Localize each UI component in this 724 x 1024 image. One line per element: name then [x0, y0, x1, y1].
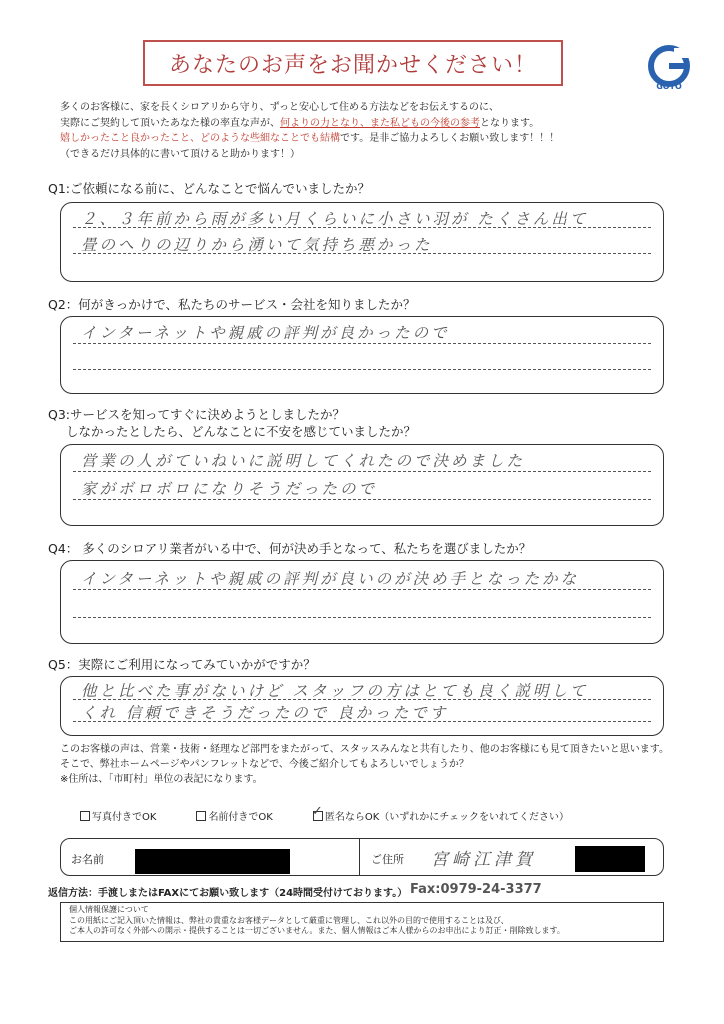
address-value: 宮崎江津賀 [431, 850, 536, 870]
reply-method: 返信方法：手渡しまたはFAXにてお願い致します（24時間受付けております。） [48, 888, 408, 899]
dashed-line [73, 343, 651, 344]
question-5: Q5：実際にご利用になってみていかがですか？ [48, 657, 316, 672]
dashed-line [73, 499, 651, 500]
logo-text: GOTO [656, 82, 682, 91]
name-redaction [135, 849, 290, 874]
form-title-box [143, 40, 563, 86]
checkbox-anonymous[interactable] [311, 804, 323, 821]
form-title: あなたのお声をお聞かせください！ [168, 52, 537, 78]
fax-number: Fax:0979-24-3377 [410, 882, 542, 897]
consent-line-2: そこで、弊社ホームページやパンフレットなどで、今後ご紹介してもよろしいでしょうか？ [60, 759, 469, 770]
intro-text [60, 100, 670, 162]
privacy-line-3: ご本人の許可なく外部への開示・提供することは一切ございません。また、個人情報はご本人様からのお申出により訂正・削除致します。 [69, 926, 565, 935]
answer-5-box[interactable] [60, 676, 664, 736]
option-photo-label: 写真付きでOK [92, 812, 157, 823]
intro-line-2c: となります。 [480, 117, 540, 129]
option-anonymous-label: 匿名ならOK（いずれかにチェックをいれてください） [324, 812, 570, 823]
privacy-notice [60, 902, 664, 942]
intro-line-2b: 何よりの力となり、また私どもの今後の参考 [280, 117, 480, 129]
intro-line-3a: 嬉しかったこと良かったこと、どのような些細なことでも結構 [60, 133, 340, 144]
answer-4-box[interactable] [60, 560, 664, 644]
option-photo[interactable] [80, 808, 156, 823]
consent-options [80, 804, 570, 823]
intro-line-2a: 実際にご契約して頂いたあなた様の率直な声が、 [60, 117, 280, 129]
answer-3-line-1: 営業の人がていねいに説明してくれたので決めました [81, 452, 526, 470]
question-1: Q1:ご依頼になる前に、どんなことで悩んでいましたか？ [48, 181, 371, 196]
answer-1-line-2: 畳のへりの辺りから湧いて気持ち悪かった [81, 236, 433, 254]
option-name[interactable] [196, 808, 272, 823]
answer-3-box[interactable] [60, 444, 664, 526]
option-anonymous[interactable] [311, 804, 570, 823]
intro-line-1: 多くのお客様に、家を長くシロアリから守り、ずっと安心して住める方法などをお伝えするのに、 [60, 102, 499, 113]
dashed-line [73, 589, 651, 590]
answer-3-line-2: 家がボロボロになりそうだったので [81, 480, 378, 498]
dashed-line [73, 471, 651, 472]
divider [359, 839, 360, 875]
option-name-label: 名前付きでOK [208, 812, 273, 823]
answer-4-line-1: インターネットや親戚の評判が良いのが決め手となったかな [81, 570, 580, 588]
address-redaction [575, 846, 645, 872]
question-3b: しなかったとしたら、どんなことに不安を感じていましたか？ [66, 424, 417, 439]
answer-1-box[interactable] [60, 202, 664, 282]
dashed-line [73, 369, 651, 370]
intro-line-3b: です。是非ご協力よろしくお願い致します！！！ [340, 133, 560, 144]
question-2: Q2：何がきっかけで、私たちのサービス・会社を知りましたか？ [48, 297, 416, 312]
customer-info-box [60, 838, 664, 876]
answer-5-line-1: 他と比べた事がないけど スタッフの方はとても良く説明して [81, 682, 589, 700]
answer-2-box[interactable] [60, 316, 664, 394]
consent-text [60, 742, 680, 787]
question-4: Q4： 多くのシロアリ業者がいる中で、何が決め手となって、私たちを選びましたか？ [48, 541, 532, 556]
privacy-line-2: この用紙にご記入頂いた情報は、弊社の貴重なお客様データとして厳重に管理し、これ以外の目的で使用することは及び、 [69, 915, 509, 925]
answer-5-line-2: くれ 信頼できそうだったので 良かったです [81, 704, 449, 722]
name-label: お名前 [71, 853, 104, 866]
check-mark-icon: ✓ [311, 804, 323, 819]
dashed-line [73, 617, 651, 618]
intro-line-2 [60, 116, 670, 132]
intro-line-3 [60, 131, 670, 147]
consent-line-1: このお客様の声は、営業・技術・経理など部門をまたがって、スタッスみんなと共有したり、他のお客様にも見て頂きたいと思います。 [60, 744, 669, 755]
question-3a: Q3:サービスを知ってすぐに決めようとしましたか？ [48, 407, 346, 422]
privacy-line-1: 個人情報保護について [69, 905, 149, 914]
address-label: ご住所 [371, 853, 404, 866]
intro-line-4: （できるだけ具体的に書いて頂けると助かります！） [60, 148, 300, 160]
answer-1-line-1: ２、３年前から雨が多い月くらいに小さい羽が たくさん出て [81, 210, 589, 228]
checkbox-name[interactable] [196, 811, 206, 821]
checkbox-photo[interactable] [80, 811, 90, 821]
consent-line-3: ※住所は、「市町村」単位の表記になります。 [60, 774, 263, 785]
answer-2-line-1: インターネットや親戚の評判が良かったので [81, 324, 450, 342]
